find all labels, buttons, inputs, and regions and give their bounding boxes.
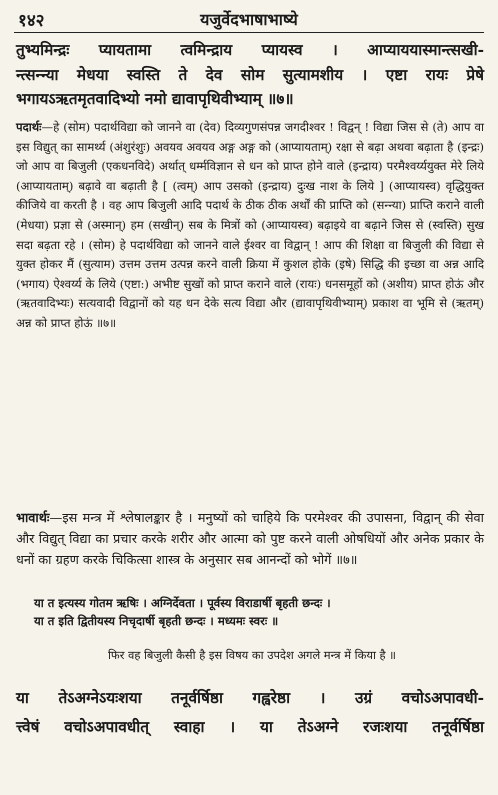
page-header [14,6,484,33]
padarth-paragraph [16,118,484,334]
mantra-text [16,38,484,112]
next-mantra-line-1: या तेऽअग्नेऽयःशया तनूर्वर्षिष्ठा गह्वरेष्ठा । उग्रं वचोऽअपावधी- [16,689,484,707]
mantra-line-2: न्त्सन्न्या मेधया स्वस्ति ते देव सोम सुत्यामशीय । एष्टा रायः प्रेषे [16,65,484,84]
mantra-line-1: तुभ्यमिन्द्रः प्यायतामा त्वमिन्द्राय प्यायस्व । आप्याययास्मान्त्सखी- [16,41,484,59]
next-mantra-intro: फिर वह बिजुली कैसी है इस विषय का उपदेश अगले मन्त्र में किया है ॥ [107,648,397,662]
bhavarth-label: भावार्थः [16,511,50,526]
bhavarth-text: —इस मन्त्र में श्लेषालङ्कार है । मनुष्यों को चाहिये कि परमेश्वर की उपासना, विद्वान् की सेवा और विद्युत् विद्या का प्रचार करके शरीर और आत्मा को पुष्ट करने वाली ओषधियों और अनेक प्रकार के धनों का ग्रहण करके चिकित्सा शास्त्र के अनुसार सब आनन्दों को भोगें ॥७॥ [16,511,484,568]
bhavarth-paragraph [16,508,484,571]
next-mantra-line-2: त्त्वेषं वचोऽअपावधीत् स्वाहा । या तेऽअग्ने रजःशया तनूर्वर्षिष्ठा [16,718,484,736]
mantra-line-3: भगायऽऋतमृतवादिभ्यो नमो द्यावापृथिवीभ्याम् ॥७॥ [16,90,294,108]
page-title: यजुर्वेदभाषाभाष्ये [200,10,298,29]
rishi-devata-chhanda [34,594,470,630]
padarth-label: पदार्थः [16,120,42,134]
page-number: १४२ [18,11,45,31]
padarth-text: —हे (सोम) पदार्थविद्या को जानने वा (देव) दिव्यगुणसंपन्न जगदीश्वर ! विद्वन् ! विद्या जिस से (ते) आप वा इस विद्युत् का सामर्थ्य (अंशुरंशुः) अवयव अवयव अङ्ग अङ्ग को (आप्यायताम्) रक्षा से बढ़ा अथवा बढ़ाता है (इन्द्रः) जो आप वा बिजुली (एकधनविदे) अर्थात् धर्म्मविज्ञान से धन को प्राप्त होने वाले (इन्द्राय) परमैश्वर्य्ययुक्त मेरे लिये (आप्यायताम्) बढ़ावे वा बढ़ाती है [ (त्वम्) आप उसको (इन्द्राय) दुःख नाश के लिये ] (आप्यायस्व) वृद्धियुक्त कीजिये वा करती है । वह आप बिजुली आदि पदार्थ के ठीक ठीक अर्थों की प्राप्ति को (सन्न्या) प्राप्ति कराने वाली (मेधया) प्रज्ञा से (अस्मान्) हम (सखीन्) सब के मित्रों को (आप्यायस्व) बढ़ाइये वा बढ़ाने जिस से (स्वस्ति) सुख सदा बढ़ता रहे । (सोम) हे पदार्थविद्या को जानने वाले ईश्वर वा विद्वान् ! आप की शिक्षा वा बिजुली की विद्या से युक्त होकर मैं (सुत्याम) उत्तम उत्तम उत्पन्न करने वाली क्रिया में कुशल होके (इषे) सिद्धि की इच्छा वा अन्न आदि (भगाय) ऐश्वर्य्य के लिये (एष्टा:) अभीष्ट सुखों को प्राप्त कराने वाले (रायः) धनसमूहों को (अशीय) प्राप्त होऊं और (ऋतवादिभ्यः) सत्यवादी विद्वानों को यह धन देके सत्य विद्या और (द्यावापृथिवीभ्याम्) प्रकाश वा भूमि से (ऋतम्) अन्न को प्राप्त होऊं ॥७॥ [16,120,484,330]
rishi-line-1: या त इत्यस्य गोतम ऋषिः । अग्निर्देवता । पूर्वस्य विराडार्षी बृहती छन्दः । [34,596,331,610]
rishi-line-2: या त इति द्वितीयस्य निचृदार्षी बृहती छन्दः । मध्यमः स्वरः ॥ [34,614,279,628]
next-mantra-text [16,684,484,742]
